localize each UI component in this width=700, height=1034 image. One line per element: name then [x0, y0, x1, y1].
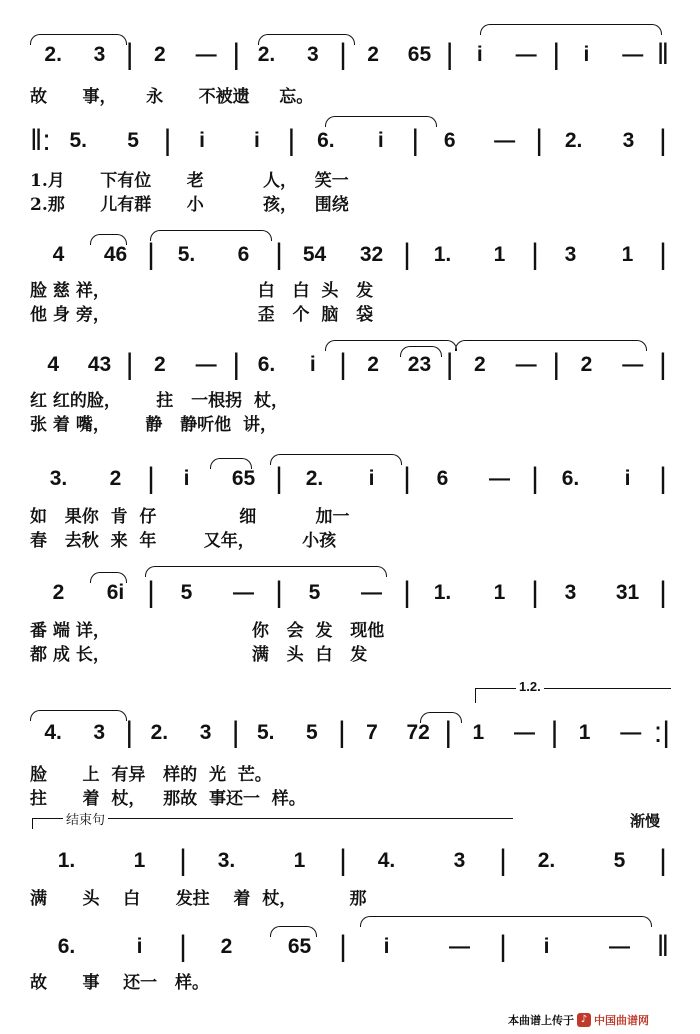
note: 54 [302, 243, 327, 266]
note: i [476, 43, 483, 66]
note: 2. [305, 467, 324, 490]
barline: | [499, 844, 507, 877]
barline: | [659, 844, 667, 877]
note: 1 [133, 849, 146, 872]
note: 6 [436, 467, 449, 490]
lyric-row: 2.那 儿有群 小 孩， 围绕 [30, 195, 349, 214]
note: 65 [231, 467, 256, 490]
note: i [624, 467, 631, 490]
note: 6. [57, 935, 76, 958]
tie-slur [480, 24, 662, 35]
coda-label: 结束句 [63, 809, 108, 828]
note: — [361, 581, 382, 604]
barline: | [445, 348, 454, 381]
barline: | [659, 348, 667, 381]
note: 5 [308, 581, 321, 604]
note: 3 [622, 129, 635, 152]
barline: | [499, 930, 507, 963]
tie-slur [270, 926, 317, 937]
barline: | [339, 930, 347, 963]
lyric-row: 故 事， 永 不被遗 忘。 [30, 87, 314, 106]
note: — [622, 353, 644, 376]
note: 72 [406, 721, 430, 744]
lyric-row: 他 身 旁， 歪 个 脑 袋 [30, 305, 374, 324]
note: 3 [564, 581, 577, 604]
tie-slur [360, 916, 652, 927]
note: 6 [443, 129, 456, 152]
lyric-row: 故 事 还一 样。 [30, 973, 209, 992]
barline: | [275, 462, 283, 495]
barline: | [147, 238, 155, 271]
barline: | [659, 462, 667, 495]
note: 4 [47, 353, 59, 376]
note: — [609, 935, 630, 958]
note: — [622, 43, 644, 66]
lyric-row: 红 红的脸， 拄 一根拐 杖， [30, 391, 289, 410]
note: 5 [613, 849, 626, 872]
barline: | [550, 716, 559, 749]
note: — [513, 721, 535, 744]
barline: | [338, 716, 346, 749]
note: — [620, 721, 642, 744]
barline: | [445, 38, 454, 71]
barline: | [552, 38, 561, 71]
note: 46 [103, 243, 128, 266]
tie-slur [420, 712, 462, 723]
note-row [30, 932, 670, 962]
tempo-mark: 渐慢 [630, 812, 661, 830]
note: 1. [57, 849, 76, 872]
note: 23 [407, 353, 432, 376]
note: 2. [44, 43, 62, 66]
lyric-row: 1.月 下有位 老 人， 笑一 [30, 171, 349, 190]
barline: | [179, 930, 187, 963]
note: i [309, 353, 316, 376]
lyric-row: 番 端 详， 你 会 发 现他 [30, 621, 385, 640]
barline: | [403, 462, 411, 495]
barline: | [339, 844, 347, 877]
note: 3. [217, 849, 236, 872]
barline: | [403, 576, 411, 609]
volta-bracket [475, 679, 671, 703]
barline: | [535, 124, 543, 157]
barline: | [163, 124, 172, 157]
barline: ‖ [656, 930, 670, 963]
note: i [377, 129, 384, 152]
note: 1. [433, 243, 452, 266]
note: 1. [433, 581, 452, 604]
note: 2 [109, 467, 122, 490]
site-name: 中国曲谱网 [594, 1014, 649, 1027]
barline: | [232, 38, 241, 71]
note: 3 [453, 849, 466, 872]
note-row [30, 718, 670, 748]
tie-slur [150, 230, 272, 241]
note: 6. [561, 467, 580, 490]
tie-slur [30, 710, 127, 721]
note: 2. [150, 721, 169, 744]
barline: | [659, 124, 667, 157]
lyric-row: 张 着 嘴， 静 静听他 讲， [30, 415, 277, 434]
note: 65 [407, 43, 432, 66]
tie-slur [455, 340, 647, 351]
upload-credit-text: 本曲谱上传于 [508, 1014, 574, 1027]
note: 6 [237, 243, 250, 266]
barline: ‖ [656, 38, 670, 71]
note: 6i [106, 581, 125, 604]
note: 2. [537, 849, 556, 872]
tie-slur [90, 234, 127, 245]
note: 2. [257, 43, 276, 66]
barline: | [125, 348, 134, 381]
note: 31 [615, 581, 640, 604]
barline: | [179, 844, 187, 877]
note: 3. [49, 467, 68, 490]
note: 2 [153, 353, 166, 376]
note: 6. [317, 129, 335, 152]
site-logo-icon: ♪ [577, 1013, 591, 1027]
tie-slur [325, 116, 437, 127]
barline: | [659, 576, 667, 609]
barline: | [444, 716, 453, 749]
barline: | [339, 38, 347, 71]
note: 65 [287, 935, 312, 958]
barline: ‖: [30, 124, 51, 157]
note-row [30, 126, 670, 156]
lyric-row: 都 成 长， 满 头 白 发 [30, 645, 368, 664]
barline: | [552, 348, 561, 381]
barline: | [659, 238, 667, 271]
tie-slur [145, 566, 387, 577]
lyric-row: 满 头 白 发拄 着 杖， 那 [30, 889, 367, 908]
note: 2 [367, 43, 379, 66]
note-row [30, 846, 670, 876]
note: 2 [220, 935, 233, 958]
coda-bracket [32, 813, 513, 829]
lyric-row: 脸 慈 祥， 白 白 头 发 [30, 281, 374, 300]
lyric-row: 脸 上 有异 样的 光 芒。 [30, 765, 272, 784]
note: 4. [377, 849, 396, 872]
note: i [583, 43, 590, 66]
note: i [183, 467, 190, 490]
tie-slur [258, 34, 355, 45]
barline: | [531, 238, 539, 271]
tie-slur [400, 346, 442, 357]
note: i [136, 935, 143, 958]
note: 5 [127, 129, 139, 152]
note: 5. [69, 129, 87, 152]
tie-slur [30, 34, 127, 45]
note: 4. [44, 721, 62, 744]
lyric-row: 如 果你 肯 仔 细 加一 [30, 507, 350, 526]
note: — [449, 935, 470, 958]
note: 2 [52, 581, 65, 604]
barline: | [125, 716, 134, 749]
lyric-row: 拄 着 杖， 那故 事还一 样。 [30, 789, 306, 808]
note: 3 [199, 721, 212, 744]
note-row [30, 350, 670, 380]
volta-label: 1.2. [516, 679, 544, 694]
note: 1 [472, 721, 485, 744]
upload-credit [508, 1012, 649, 1028]
note: 2 [473, 353, 486, 376]
note: 2. [564, 129, 583, 152]
note: 1 [621, 243, 634, 266]
note: 5 [306, 721, 318, 744]
note-row [30, 464, 670, 494]
note: i [368, 467, 375, 490]
note: 7 [366, 721, 378, 744]
note: 1 [578, 721, 591, 744]
note: 2 [580, 353, 593, 376]
barline: | [147, 576, 155, 609]
tie-slur [210, 458, 252, 469]
note: 6. [257, 353, 276, 376]
barline: | [531, 576, 539, 609]
note: — [515, 353, 537, 376]
note: 3 [93, 43, 106, 66]
barline: | [147, 462, 155, 495]
barline: | [232, 348, 241, 381]
barline: | [125, 38, 134, 71]
barline: | [287, 124, 296, 157]
note: 3 [93, 721, 106, 744]
barline: | [531, 462, 539, 495]
note: 4 [52, 243, 65, 266]
lyric-row: 春 去秋 来 年 又年， 小孩 [30, 531, 337, 550]
note: i [199, 129, 205, 152]
note: 1 [493, 581, 506, 604]
note: 2 [367, 353, 379, 376]
note: 43 [87, 353, 112, 376]
note: 2 [153, 43, 166, 66]
note: — [489, 467, 510, 490]
note: i [543, 935, 550, 958]
tie-slur [90, 572, 127, 583]
note: 3 [564, 243, 577, 266]
note: — [195, 43, 217, 66]
barline: | [275, 576, 283, 609]
note: 32 [359, 243, 384, 266]
note: — [494, 129, 516, 152]
barline: | [231, 716, 240, 749]
barline: :| [653, 716, 671, 749]
tie-slur [270, 454, 402, 465]
barline: | [339, 348, 347, 381]
note: — [195, 353, 217, 376]
barline: | [275, 238, 283, 271]
barline: | [403, 238, 411, 271]
note: — [233, 581, 254, 604]
note: 5. [256, 721, 275, 744]
note: 3 [306, 43, 319, 66]
note: 5 [180, 581, 193, 604]
note: 1 [293, 849, 306, 872]
note: 5. [177, 243, 196, 266]
note: i [254, 129, 260, 152]
barline: | [411, 124, 420, 157]
note: 1 [493, 243, 506, 266]
note: — [515, 43, 537, 66]
note: i [383, 935, 390, 958]
